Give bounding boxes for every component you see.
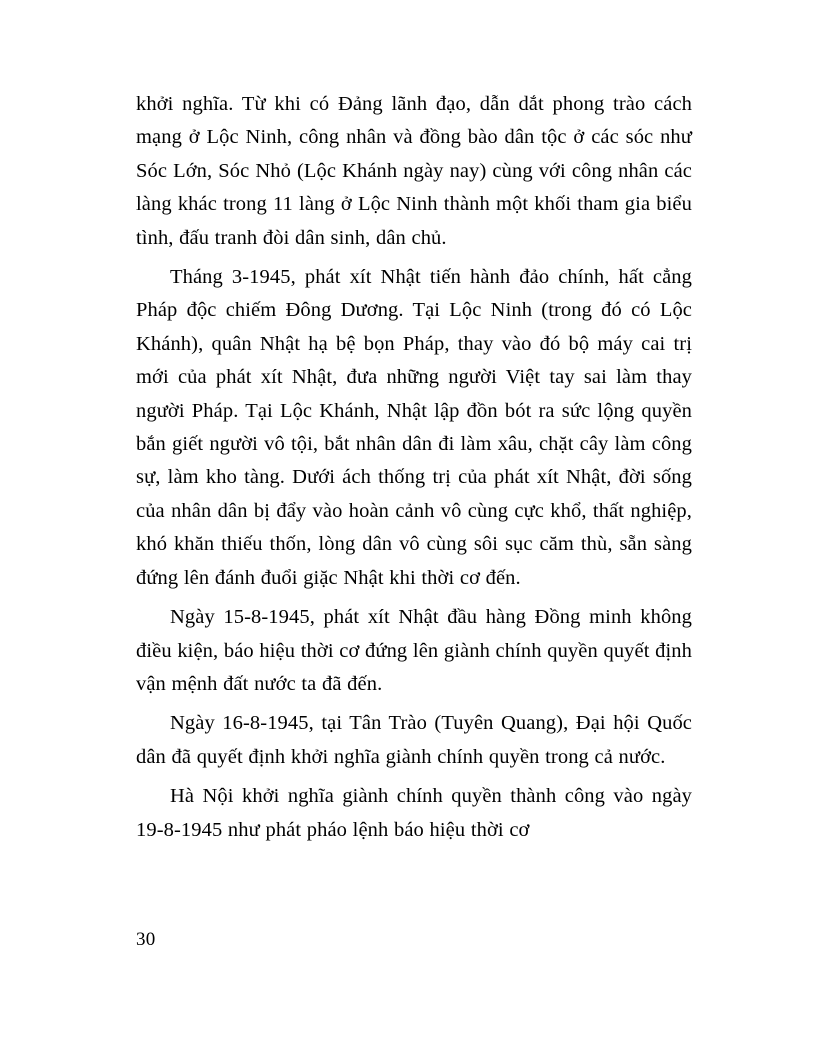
paragraph-1: khởi nghĩa. Từ khi có Đảng lãnh đạo, dẫn dắt phong trào cách mạng ở Lộc Ninh, công nhân và đồng bào dân tộc ở các sóc như Sóc Lớn, Sóc Nhỏ (Lộc Khánh ngày nay) cùng với công nhân các làng khác trong 11 làng ở Lộc Ninh thành một khối tham gia biểu tình, đấu tranh đòi dân sinh, dân chủ. bbox=[136, 93, 692, 249]
paragraph-2: Tháng 3-1945, phát xít Nhật tiến hành đảo chính, hất cẳng Pháp độc chiếm Đông Dương. Tại Lộc Ninh (trong đó có Lộc Khánh), quân Nhật hạ bệ bọn Pháp, thay vào đó bộ máy cai trị mới của phát xít Nhật, đưa những người Việt tay sai làm thay người Pháp. Tại Lộc Khánh, Nhật lập đồn bót ra sức lộng quyền bắn giết người vô tội, bắt nhân dân đi làm xâu, chặt cây làm công sự, làm kho tàng. Dưới ách thống trị của phát xít Nhật, đời sống của nhân dân bị đẩy vào hoàn cảnh vô cùng cực khổ, thất nghiệp, khó khăn thiếu thốn, lòng dân vô cùng sôi sục căm thù, sẵn sàng đứng lên đánh đuổi giặc Nhật khi thời cơ đến. bbox=[136, 266, 692, 589]
body-text bbox=[136, 88, 692, 847]
paragraph-5: Hà Nội khởi nghĩa giành chính quyền thành công vào ngày 19-8-1945 như phát pháo lệnh báo hiệu thời cơ bbox=[136, 785, 692, 841]
paragraph-4: Ngày 16-8-1945, tại Tân Trào (Tuyên Quang), Đại hội Quốc dân đã quyết định khởi nghĩa giành chính quyền trong cả nước. bbox=[136, 712, 692, 768]
paragraph-3: Ngày 15-8-1945, phát xít Nhật đầu hàng Đồng minh không điều kiện, báo hiệu thời cơ đứng lên giành chính quyền quyết định vận mệnh đất nước ta đã đến. bbox=[136, 606, 692, 695]
page-number: 30 bbox=[136, 929, 156, 950]
